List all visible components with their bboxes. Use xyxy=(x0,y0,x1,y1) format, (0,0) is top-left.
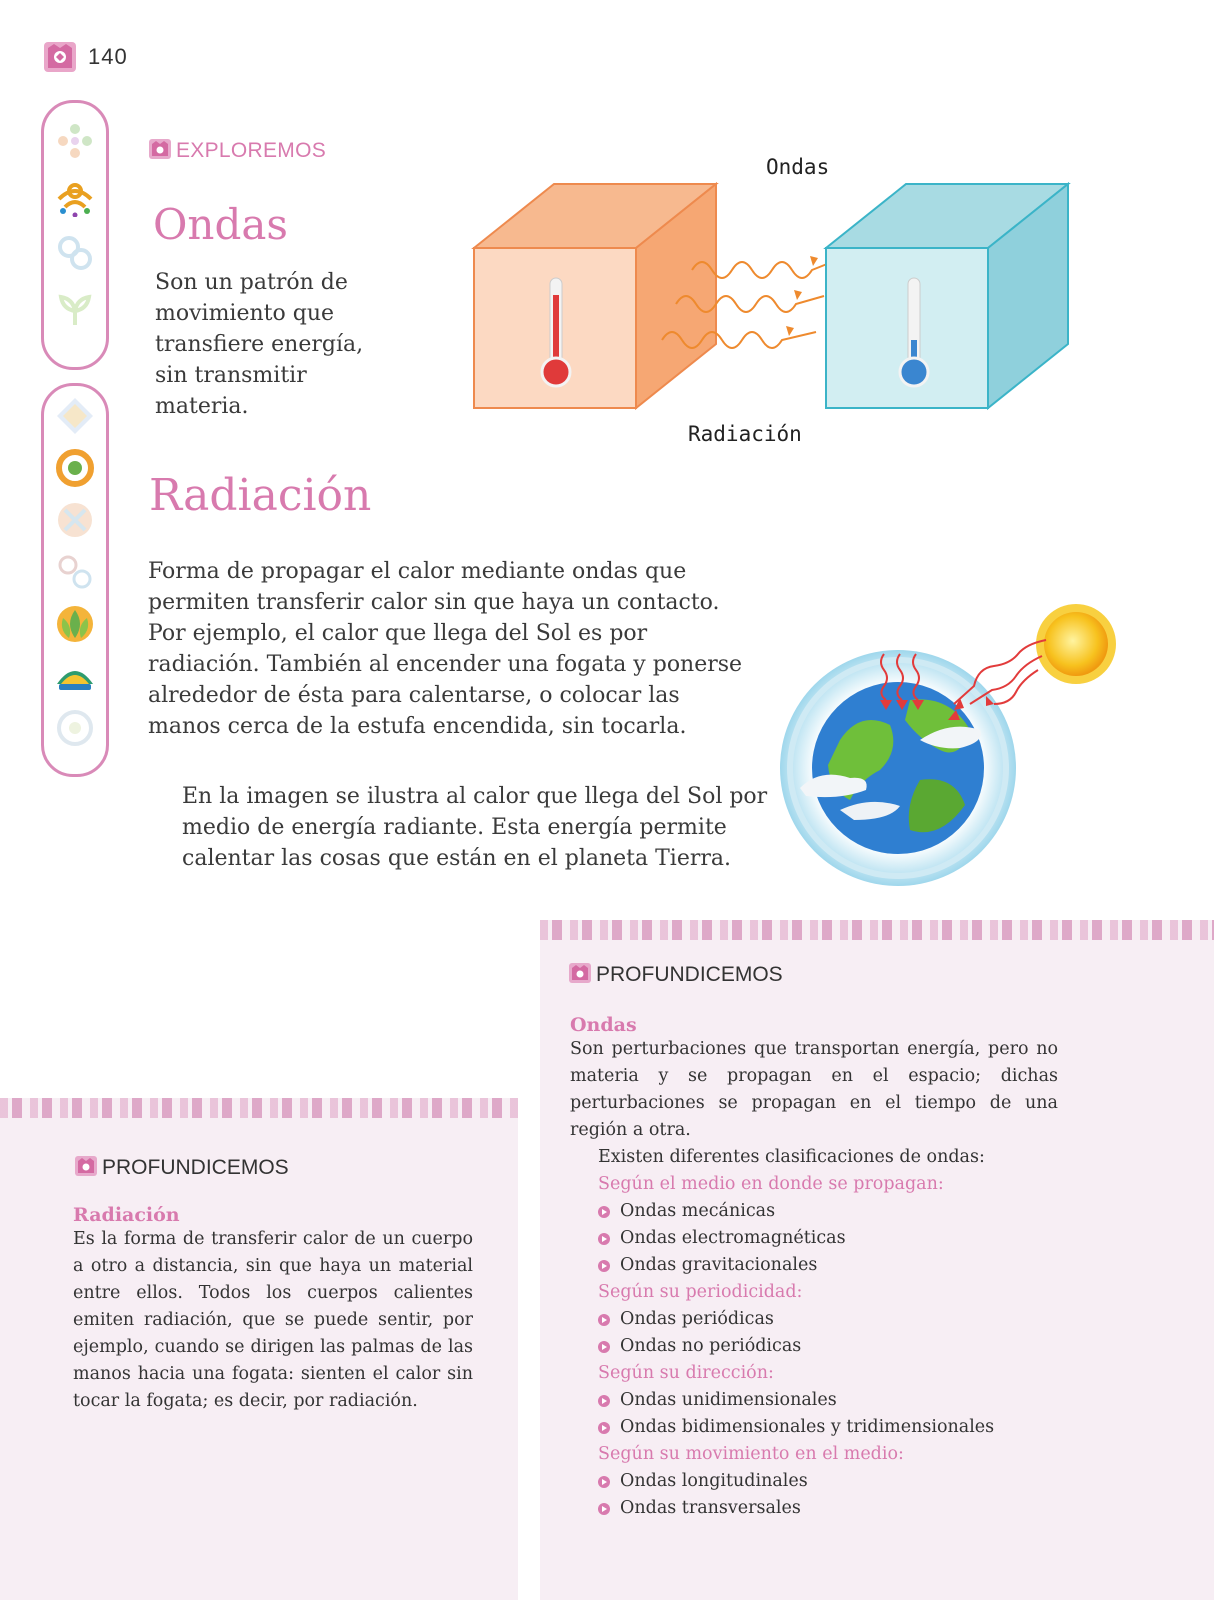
deepen-left-content xyxy=(73,1204,473,1415)
deepen-right-label-text: PROFUNDICEMOS xyxy=(596,963,783,986)
plant-figure-icon xyxy=(55,289,95,329)
list-item: Ondas electromagnéticas xyxy=(598,1225,1058,1252)
knot-icon xyxy=(55,233,95,273)
image-caption: En la imagen se ilustra al calor que llega del Sol por medio de energía radiante. Esta energía permite calentar las cosas que están en el planeta Tierra. xyxy=(182,784,768,871)
explore-label-text: EXPLOREMOS xyxy=(176,139,327,162)
diamond-star-icon xyxy=(55,396,95,436)
deepen-right-subtitle: Ondas xyxy=(570,1014,637,1036)
list-item: Ondas no periódicas xyxy=(598,1333,1058,1360)
bullet-icon xyxy=(598,1314,610,1326)
classification-heading-direction: Según su dirección: xyxy=(598,1363,774,1383)
bullet-icon xyxy=(598,1476,610,1488)
classification-heading-periodicity: Según su periodicidad: xyxy=(598,1282,803,1302)
header-ornament-icon xyxy=(42,40,78,74)
list-item: Ondas mecánicas xyxy=(598,1198,1058,1225)
fan-icon xyxy=(55,656,95,696)
deepen-right-label xyxy=(568,962,783,987)
section-ornament-icon xyxy=(148,138,172,160)
classification-list-direction xyxy=(570,1387,1058,1441)
bullet-icon xyxy=(598,1206,610,1218)
classification-heading-movement: Según su movimiento en el medio: xyxy=(598,1444,904,1464)
bullet-icon xyxy=(598,1395,610,1407)
list-item: Ondas periódicas xyxy=(598,1306,1058,1333)
radiation-cubes-diagram xyxy=(470,180,1080,416)
bullet-icon xyxy=(598,1233,610,1245)
decorative-band-left xyxy=(0,1098,518,1118)
ondas-definition: Son un patrón de movimiento que transfiere energía, sin transmitir materia. xyxy=(155,270,364,419)
radiacion-title: Radiación xyxy=(149,470,372,521)
hot-cube xyxy=(474,184,716,408)
decorative-band-right xyxy=(540,920,1214,940)
sun-icon xyxy=(1036,600,1116,684)
side-icon-column-top xyxy=(41,100,109,370)
deepen-right-text: Son perturbaciones que transportan energía, pero no materia y se propagan en el espacio; dichas perturbaciones se propagan en el tiempo de una región a otra. xyxy=(570,1039,1058,1140)
radiacion-definition: Forma de propagar el calor mediante ondas que permiten transferir calor sin que haya un contacto. Por ejemplo, el calor que llega del Sol es por radiación. También al encender una fogata y ponerse alrededor de ésta para calentarse, o colocar las manos cerca de la estufa encendida, sin tocarla. xyxy=(148,559,743,739)
list-item: Ondas gravitacionales xyxy=(598,1252,1058,1279)
explore-section-label xyxy=(148,138,326,163)
classification-list-medium xyxy=(570,1198,1058,1279)
diagram-label-radiacion: Radiación xyxy=(688,422,802,446)
page-number: 140 xyxy=(88,44,128,69)
list-item: Ondas bidimensionales y tridimensionales xyxy=(598,1414,1058,1441)
deepen-left-label-text: PROFUNDICEMOS xyxy=(102,1156,289,1179)
classification-list-movement xyxy=(570,1468,1058,1522)
section-ornament-icon xyxy=(568,962,592,984)
deepen-right-intro: Existen diferentes clasificaciones de ondas: xyxy=(598,1147,985,1167)
bullet-icon xyxy=(598,1503,610,1515)
list-item: Ondas transversales xyxy=(598,1495,1058,1522)
sun-figure-icon xyxy=(55,177,95,217)
target-ring-icon xyxy=(55,448,95,488)
classification-heading-medium: Según el medio en donde se propagan: xyxy=(598,1174,944,1194)
deepen-left-label xyxy=(74,1155,289,1180)
deepen-left-subtitle: Radiación xyxy=(73,1204,180,1226)
list-item: Ondas longitudinales xyxy=(598,1468,1058,1495)
section-ornament-icon xyxy=(74,1155,98,1177)
shield-pattern-icon xyxy=(55,500,95,540)
classification-list-periodicity xyxy=(570,1306,1058,1360)
earth-icon xyxy=(780,650,1016,886)
bullet-icon xyxy=(598,1260,610,1272)
ondas-title: Ondas xyxy=(153,200,288,249)
side-icon-column-bottom xyxy=(41,383,109,777)
lotus-icon xyxy=(55,604,95,644)
deepen-right-content xyxy=(570,1014,1058,1522)
cold-cube xyxy=(826,184,1068,408)
bullet-icon xyxy=(598,1341,610,1353)
diagram-label-ondas: Ondas xyxy=(766,155,830,179)
swirl-icon xyxy=(55,552,95,592)
leaf-cluster-icon xyxy=(55,121,95,161)
circle-pattern-icon xyxy=(55,708,95,748)
deepen-left-text: Es la forma de transferir calor de un cuerpo a otro a distancia, sin que haya un material entre ellos. Todos los cuerpos calientes emiten radiación, que se puede sentir, por ejemplo, cuando se dirigen las palmas de las manos hacia una fogata: sienten el calor sin tocar la fogata; es decir, por radiación. xyxy=(73,1229,473,1411)
sun-earth-illustration xyxy=(780,600,1140,900)
bullet-icon xyxy=(598,1422,610,1434)
list-item: Ondas unidimensionales xyxy=(598,1387,1058,1414)
